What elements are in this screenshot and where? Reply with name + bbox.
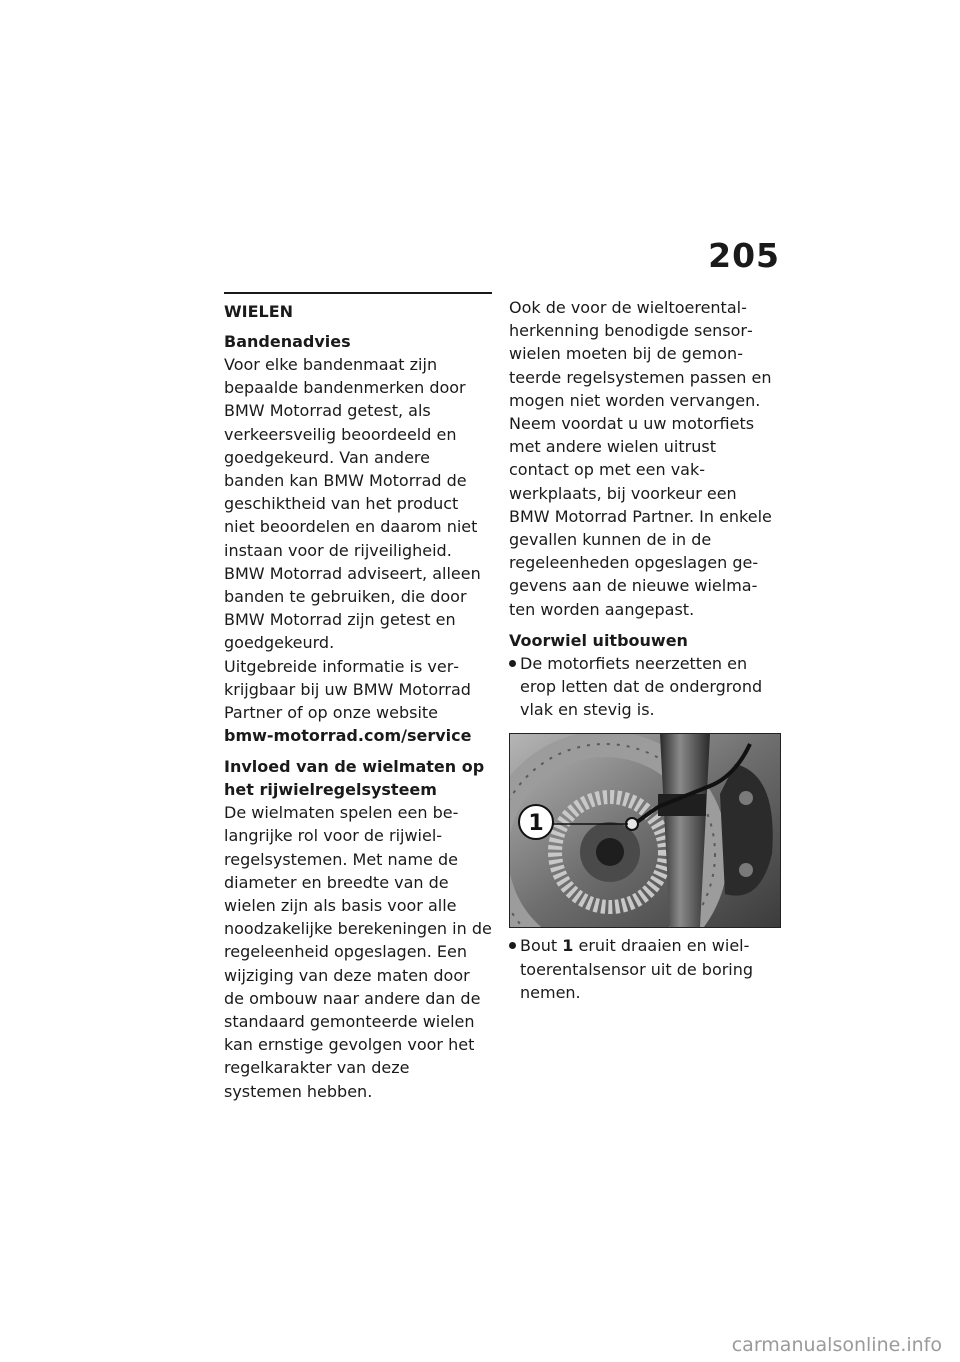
paragraph-sensor-wheels: Ook de voor de wieltoerentalherkenning benodigde sensorwielen moeten bij de gemonteerde regelsystemen passen en mogen niet worden vervangen. <box>509 298 772 410</box>
page-number: 205 <box>708 236 780 275</box>
paragraph-tire-approval: Voor elke bandenmaat zijn bepaalde bandenmerken door BMW Motorrad getest, als verkeersveilig beoordeeld en goedgekeurd. Van andere banden kan BMW Motorrad de geschiktheid van het product niet beoordelen en daarom niet instaan voor de rijveiligheid. <box>224 355 478 560</box>
watermark: carmanualsonline.info <box>731 1334 942 1356</box>
paragraph-wheel-size: De wielmaten spelen een belangrijke rol voor de rijwielregelsystemen. Met name de diameter en breedte van de wielen zijn als basis voor alle noodzakelijke berekeningen in de regeleenheid opgeslagen. Een wijziging van deze maten door de ombouw naar andere dan de standaard gemonteerde wielen kan ernstige gevolgen voor het regelkarakter van deze systemen hebben. <box>224 803 492 1101</box>
bolt-reference: 1 <box>562 936 574 956</box>
bullet-step-stand-text: De motorfiets neerzetten en erop letten dat de ondergrond vlak en stevig is. <box>520 653 763 720</box>
paragraph-tire-recommendation: BMW Motorrad adviseert, alleen banden te gebruiken, die door BMW Motorrad zijn getest en goedgekeurd. <box>224 563 481 653</box>
bullet-step-remove-bolt <box>509 934 777 1004</box>
paragraph-contact-workshop: Neem voordat u uw motorfiets met andere wielen uitrust contact op met een vakwerkplaats, bij voorkeur een BMW Motorrad Partner. In enkele gevallen kunnen de in de regeleenheden opgeslagen gegevens aan de nieuwe wielmaten worden aangepast. <box>509 414 772 619</box>
bullet-step-stand <box>509 652 777 722</box>
website-link[interactable]: bmw-motorrad.com/service <box>224 726 472 746</box>
subheading-tire-advice: Bandenadvies <box>224 332 351 351</box>
front-wheel-sensor-illustration <box>510 734 780 927</box>
left-column <box>224 292 492 1103</box>
figure-callout-1: 1 <box>528 811 544 837</box>
paragraph-more-info: Uitgebreide informatie is verkrijgbaar bij uw BMW Motorrad Partner of op onze website <box>224 656 471 723</box>
section-rule <box>224 292 492 294</box>
subheading-wheel-size-influence: Invloed van de wielmaten op het rijwielregelsysteem <box>224 757 485 800</box>
subheading-remove-front-wheel: Voorwiel uitbouwen <box>509 630 688 650</box>
bullet-step-remove-bolt-post: eruit draaien en wieltoerentalsensor uit de boring nemen. <box>520 936 754 1002</box>
bullet-step-remove-bolt-pre: Bout <box>520 936 563 956</box>
front-wheel-sensor-photo <box>509 733 781 928</box>
right-column <box>509 296 777 1004</box>
section-title: WIELEN <box>224 302 294 321</box>
